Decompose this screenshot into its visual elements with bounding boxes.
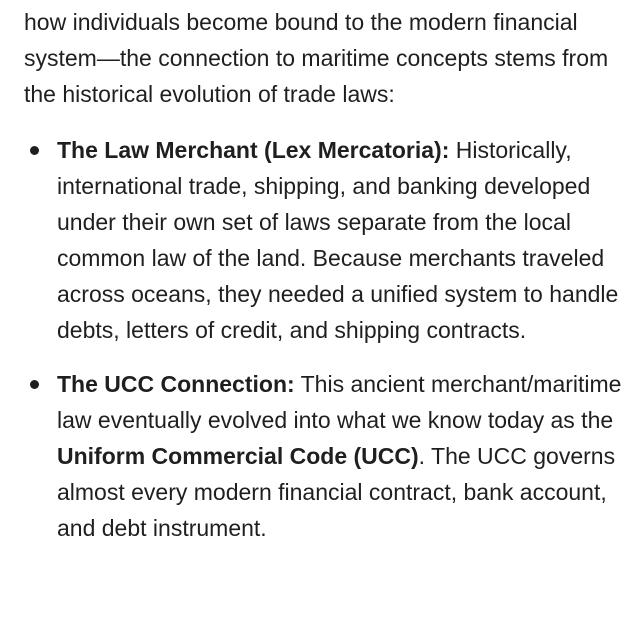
bullet-list [24,132,630,546]
list-item-law-merchant [24,132,630,348]
bullet-icon [30,380,39,389]
ucc-description-part-1: This ancient merchant/maritime law eventually evolved into what we know today as the [57,371,622,433]
ucc-emphasis: Uniform Commercial Code (UCC) [57,443,419,469]
intro-paragraph: how individuals become bound to the modern financial system—the connection to maritime concepts stems from the historical evolution of trade laws: [24,9,609,107]
list-item-ucc-connection [24,366,630,546]
term-ucc-connection: The UCC Connection: [57,371,295,397]
term-law-merchant: The Law Merchant (Lex Mercatoria): [57,137,450,163]
ucc-description-part-2: . The UCC governs almost every modern financial contract, bank account, and debt instrument. [57,443,616,541]
law-merchant-description: Historically, international trade, shipping, and banking developed under their own set of laws separate from the local common law of the land. Because merchants traveled across oceans, they needed a unified system to handle debts, letters of credit, and shipping contracts. [57,137,619,343]
bullet-icon [30,146,39,155]
